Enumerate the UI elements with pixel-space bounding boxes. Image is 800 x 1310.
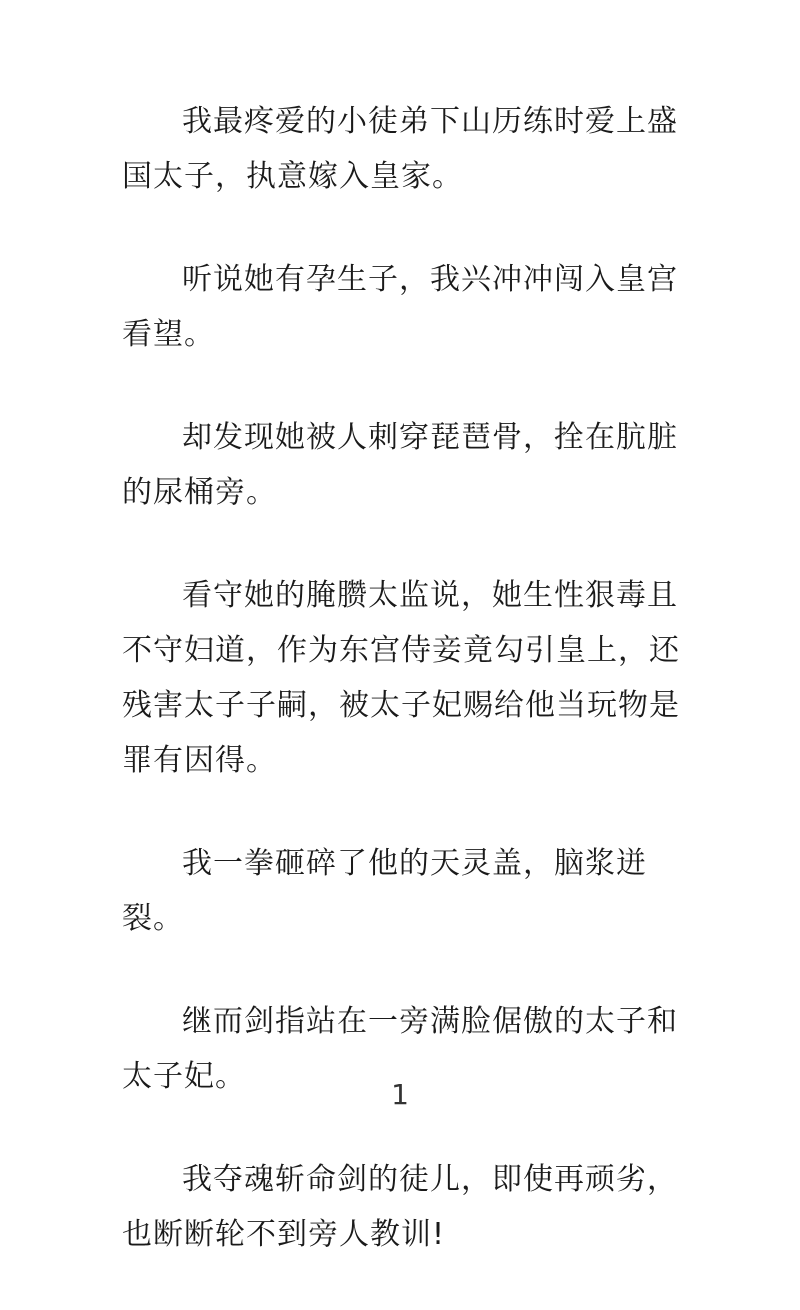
paragraph-2: 听说她有孕生子，我兴冲冲闯入皇宫看望。 [122,262,678,352]
document-body [122,94,684,1310]
paragraph-7: 我夺魂斩命剑的徒儿，即使再顽劣，也断断轮不到旁人教训! [122,1162,678,1252]
paragraph-6: 继而剑指站在一旁满脸倨傲的太子和太子妃。 [122,1004,678,1094]
page-number: 1 [391,1078,409,1111]
paragraph-4: 看守她的腌臜太监说，她生性狠毒且不守妇道，作为东宫侍妾竟勾引皇上，还残害太子子嗣，被太子妃赐给他当玩物是罪有因得。 [122,578,680,778]
paragraph-3: 却发现她被人刺穿琵琶骨，拴在肮脏的尿桶旁。 [122,420,678,510]
paragraph-5: 我一拳砸碎了他的天灵盖，脑浆迸裂。 [122,846,647,936]
paragraph-1: 我最疼爱的小徒弟下山历练时爱上盛国太子，执意嫁入皇家。 [122,104,678,194]
